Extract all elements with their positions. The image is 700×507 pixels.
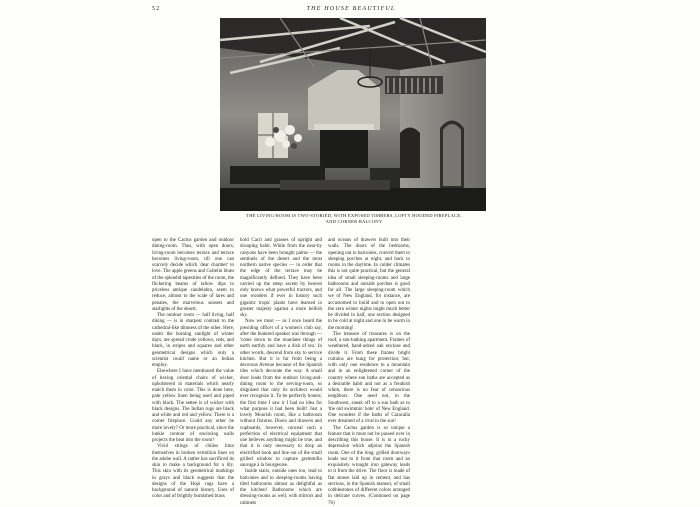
text-column-2 (240, 238, 322, 506)
paragraph: Inside stairs, outside ones too, lead to balconies and to sleeping-rooms having tiled bathrooms almost as delightful as the kitchen! Bathrooms which are dressing-rooms as well, with mirrors and cabinets (240, 469, 322, 506)
paragraph: Elsewhere I have mentioned the value of having oriental chairs of wicker, upholstered in materials which nearly match them in color. This is done here, pale yellow linen being used and piped with black. The settee is of wicker with black designs. The Indian rugs are black and white and red and yellow. There is a corner fireplace. Could any other be more lovely? Or more practical, since the lunkie contour of enclosing walls projects the heat into the room? (152, 369, 234, 443)
paragraph: open to the Cactus garden and outdoor dining-room. Thus, with open doors, living-room becomes terrace and terrace becomes living-room, till one can scarcely decide which 'dear charmer' to love. The apple greens and Gobelin blues of the splendid tapestries of the room, the flickering beams of tallow dips in priceless antique candelabra, seem to reduce, almost to the scale of lares and penates, the marvelous sunsets and starlights of the desert. (152, 238, 234, 312)
paragraph: The treasure of treasures is on the roof, a sun-bathing apartment. Frames of weathered, hand-adzed oak enclose and divide it. From these frames bright curtains are hung for protection; but, with only one residence to a mountain and in an enlightened corner of the country where sun baths are accepted as a desirable habit and not as a freakish whim, there is no fear of censorious neighbors. One need not, in the Southwest, sneak off to a sun bath as to 'the old swimmin' hole' of New England. One wonders if the baths of Caracalla ever dreamed of a rival in the sun! (328, 331, 410, 425)
paragraph: Now we must — as I once heard the presiding officer of a women's club say, after the featured speaker was through — 'come down to the mundane things of earth earthly and have a dish of tea.' In other words, descend from sky to service kitchen. But it is far from being a decorous Avenue because of the Spanish tiles which decorate the way. A small door leads from the outdoor living-and-dining room to the serving-room, so disguised that only its architect would ever recognize it. To be perfectly honest, the first time I saw it I had no idea for what purpose it had been built! Just a lovely Moorish room, like a bathroom without fixtures. Doors and drawers and cupboards, however, conceal such a perfection of electrical equipment that one believes anything might be true, and that it is only necessary to drop an electrified hook and line out of the small grilled window to capture gremmillo sauvage à la bourgeoise. (240, 319, 322, 468)
page-number: 52 (152, 6, 161, 12)
paragraph: The outdoor room — half living, half dining — is in sharpest contrast to the cathedral-like dimness of the other. Here, under the burning sunlight of winter days, are spread crude yellows, reds, and black, in stripes and squares and other geometrical designs which only a scientist could name or an Indian employ. (152, 313, 234, 368)
paragraph: The Cactus garden is so unique a feature that it must not be passed over in describing this house. It is in a rocky depression which adjoins the Spanish room. One of the long, grilled doorways leads out to it from that room and an exquisitely wrought iron gateway leads to it from the drive. The floor is made of flat stones laid up in cement, and has sections, in the Spanish manner, of small cobblestones of different colors arranged in delicate curves. (Continued on page 76) (328, 425, 410, 506)
paragraph: hold Cacti and grasses of upright and drooping habit. While from the near-by canyons have been brought palms — the sentinels of the desert and the most northern native species — in order that the edge of the terrace may be magnificently defined. They have been carried up the steep ascent by heaven only knows what powerful tractors, and one wonders if ever in history such gigantic tropic plants have learned in greater majesty against a more hellish sky. (240, 238, 322, 318)
photo-caption (218, 213, 490, 225)
text-column-3 (328, 238, 410, 506)
caption-line-2: AND CORNER BALCONY (325, 219, 383, 225)
caption-line-1: THE LIVING-ROOM IS TWO-STORIED, WITH EXPOSED TIMBERS, LOFTY HOODED FIREPLACE, (246, 213, 462, 218)
living-room-photo-icon (220, 18, 486, 211)
running-head (152, 6, 550, 16)
paragraph: and oceans of drawers built into their walls. The doors of the bedrooms, opening out to balconies, convert them to sleeping porches at night, and back to rooms in the daytime. In colder climates this is not quite practical, but the general idea of small sleeping-rooms and large bathrooms and outside porches is good for all. The large sleeping-room which we of New England, for instance, are accustomed to build and to open out to the zero winter nights might much better be divided in half, one section designed to be cold at night and one to be warm in the morning! (328, 238, 410, 331)
living-room-photograph (220, 18, 486, 211)
paragraph: Vivid strings of chilies limn themselves in broken vermilion lines on the adobe wall. A rattler has sacrificed its skin to make a background for a lily. This skin with its geometrical markings in grays and black suggests that the designs of the Hopi rugs have a background of natural history. Uses of color and of brightly burnished brass (152, 444, 234, 500)
running-title: THE HOUSE BEAUTIFUL (306, 6, 396, 12)
text-column-1 (152, 238, 234, 500)
